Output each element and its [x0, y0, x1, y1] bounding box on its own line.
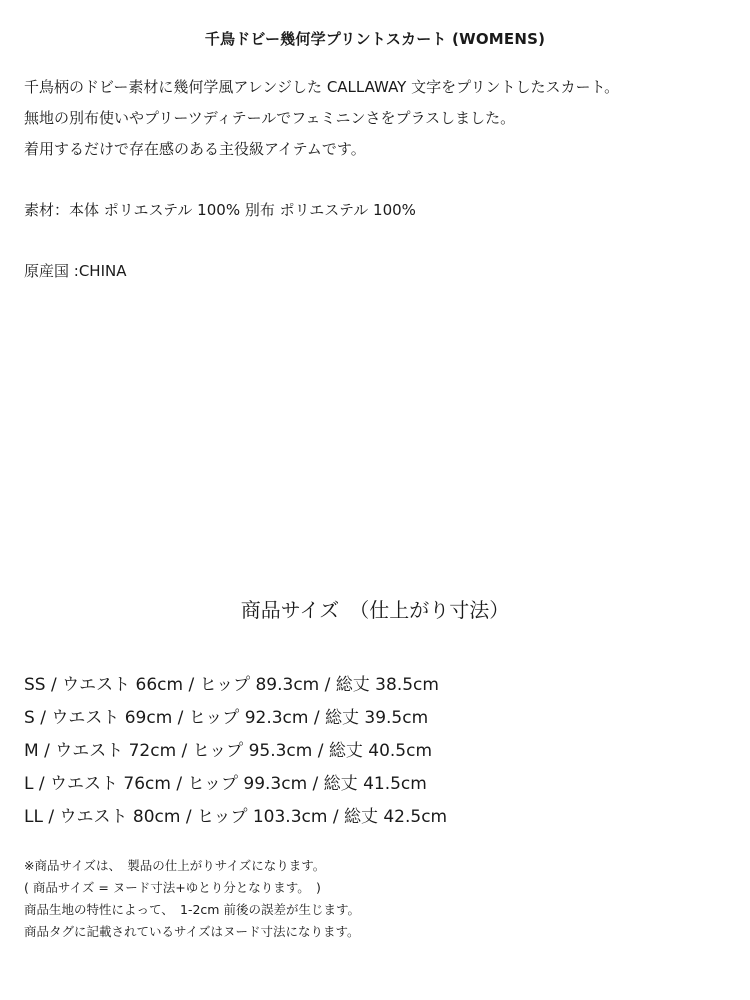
size-row-s: S / ウエスト 69cm / ヒップ 92.3cm / 総丈 39.5cm	[24, 708, 429, 728]
size-list	[24, 669, 447, 834]
description-line: 着用するだけで存在感のある主役級アイテムです。	[24, 140, 366, 158]
size-row-l: L / ウエスト 76cm / ヒップ 99.3cm / 総丈 41.5cm	[24, 774, 427, 794]
size-row-ll: LL / ウエスト 80cm / ヒップ 103.3cm / 総丈 42.5cm	[24, 807, 448, 827]
origin-info: 原産国 :CHINA	[24, 262, 127, 280]
product-title: 千鳥ドビー幾何学プリントスカート (WOMENS)	[204, 30, 546, 48]
note-line: ( 商品サイズ = ヌード寸法+ゆとり分となります。 )	[24, 880, 321, 895]
description-line: 千鳥柄のドビー素材に幾何学風アレンジした CALLAWAY 文字をプリントしたスカート。	[24, 78, 620, 96]
note-line: 商品タグに記載されているサイズはヌード寸法になります。	[24, 924, 360, 939]
product-description	[24, 72, 734, 165]
size-row-m: M / ウエスト 72cm / ヒップ 95.3cm / 総丈 40.5cm	[24, 741, 433, 761]
size-heading: 商品サイズ （仕上がり寸法）	[240, 598, 510, 622]
note-line: 商品生地の特性によって、 1-2cm 前後の誤差が生じます。	[24, 902, 360, 917]
size-row-ss: SS / ウエスト 66cm / ヒップ 89.3cm / 総丈 38.5cm	[24, 675, 439, 695]
material-info: 素材：本体 ポリエステル 100% 別布 ポリエステル 100%	[24, 201, 416, 219]
note-line: ※商品サイズは、 製品の仕上がりサイズになります。	[24, 858, 326, 873]
description-line: 無地の別布使いやプリーツディテールでフェミニンさをプラスしました。	[24, 109, 516, 127]
size-notes	[24, 855, 360, 943]
